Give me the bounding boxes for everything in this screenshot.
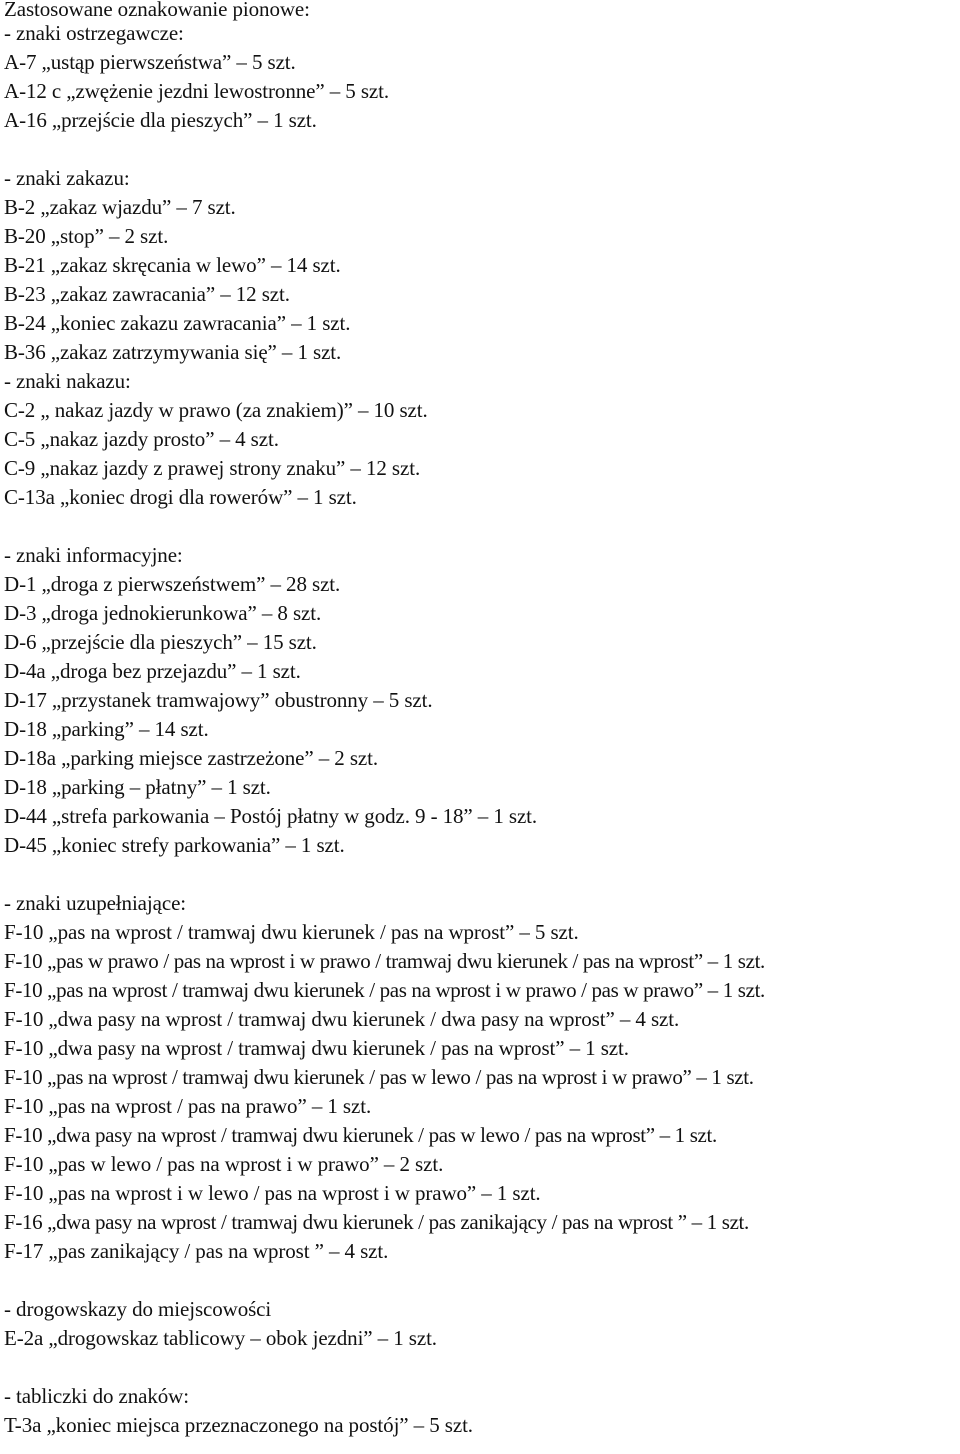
list-item: D-3 „droga jednokierunkowa” – 8 szt. [4,601,322,625]
section-direction-signs [4,1295,960,1353]
section-heading: - znaki zakazu: [4,166,130,190]
list-item: D-18 „parking” – 14 szt. [4,717,209,741]
list-item: C-2 „ nakaz jazdy w prawo (za znakiem)” – 10 szt. [4,398,428,422]
list-item: B-21 „zakaz skręcania w lewo” – 14 szt. [4,253,341,277]
list-item: D-6 „przejście dla pieszych” – 15 szt. [4,630,317,654]
list-item: C-9 „nakaz jazdy z prawej strony znaku” – 12 szt. [4,456,421,480]
list-item: C-13a „koniec drogi dla rowerów” – 1 szt. [4,485,357,509]
list-item: F-10 „dwa pasy na wprost / tramwaj dwu kierunek / pas na wprost” – 1 szt. [4,1036,629,1060]
list-item: A-12 c „zwężenie jezdni lewostronne” – 5 szt. [4,79,390,103]
section-heading: - znaki ostrzegawcze: [4,21,184,45]
section-heading: - znaki uzupełniające: [4,891,187,915]
section-information-signs [4,541,960,860]
section-mandatory-signs [4,367,960,512]
spacer [4,860,960,889]
list-item: F-10 „dwa pasy na wprost / tramwaj dwu kierunek / pas w lewo / pas na wprost” – 1 szt. [4,1123,717,1147]
section-heading: - drogowskazy do miejscowości [4,1297,272,1321]
section-sign-plates [4,1382,960,1440]
list-item: D-1 „droga z pierwszeństwem” – 28 szt. [4,572,341,596]
section-heading: - znaki nakazu: [4,369,131,393]
list-item: B-23 „zakaz zawracania” – 12 szt. [4,282,290,306]
list-item: F-10 „pas w lewo / pas na wprost i w prawo” – 2 szt. [4,1152,444,1176]
list-item: F-10 „pas w prawo / pas na wprost i w prawo / tramwaj dwu kierunek / pas na wprost” – 1 szt. [4,949,765,973]
spacer [4,135,960,164]
list-item: D-17 „przystanek tramwajowy” obustronny – 5 szt. [4,688,433,712]
list-item: B-36 „zakaz zatrzymywania się” – 1 szt. [4,340,342,364]
document-title: Zastosowane oznakowanie pionowe: [4,0,310,21]
list-item: D-4a „droga bez przejazdu” – 1 szt. [4,659,301,683]
list-item: T-3a „koniec miejsca przeznaczonego na postój” – 5 szt. [4,1413,473,1437]
spacer [4,512,960,541]
list-item: A-7 „ustąp pierwszeństwa” – 5 szt. [4,50,296,74]
list-item: D-45 „koniec strefy parkowania” – 1 szt. [4,833,345,857]
section-heading: - znaki informacyjne: [4,543,183,567]
list-item: F-10 „pas na wprost / tramwaj dwu kierunek / pas na wprost” – 5 szt. [4,920,579,944]
spacer [4,1266,960,1295]
list-item: B-24 „koniec zakazu zawracania” – 1 szt. [4,311,351,335]
section-prohibition-signs [4,164,960,367]
list-item: F-10 „dwa pasy na wprost / tramwaj dwu kierunek / dwa pasy na wprost” – 4 szt. [4,1007,680,1031]
list-item: B-20 „stop” – 2 szt. [4,224,169,248]
list-item: F-10 „pas na wprost i w lewo / pas na wprost i w prawo” – 1 szt. [4,1181,541,1205]
list-item: C-5 „nakaz jazdy prosto” – 4 szt. [4,427,279,451]
section-supplementary-signs [4,889,960,1266]
list-item: F-10 „pas na wprost / tramwaj dwu kierunek / pas na wprost i w prawo / pas w prawo” – 1 szt. [4,978,765,1002]
list-item: F-10 „pas na wprost / pas na prawo” – 1 szt. [4,1094,372,1118]
list-item: F-17 „pas zanikający / pas na wprost ” – 4 szt. [4,1239,389,1263]
list-item: A-16 „przejście dla pieszych” – 1 szt. [4,108,317,132]
list-item: B-2 „zakaz wjazdu” – 7 szt. [4,195,236,219]
spacer [4,1353,960,1382]
list-item: D-18 „parking – płatny” – 1 szt. [4,775,271,799]
list-item: D-18a „parking miejsce zastrzeżone” – 2 szt. [4,746,379,770]
list-item: E-2a „drogowskaz tablicowy – obok jezdni” – 1 szt. [4,1326,437,1350]
list-item: F-10 „pas na wprost / tramwaj dwu kierunek / pas w lewo / pas na wprost i w prawo” – 1 szt. [4,1065,754,1089]
section-heading: - tabliczki do znaków: [4,1384,189,1408]
list-item: F-16 „dwa pasy na wprost / tramwaj dwu kierunek / pas zanikający / pas na wprost ” – 1 szt. [4,1210,749,1234]
list-item: D-44 „strefa parkowania – Postój płatny w godz. 9 - 18” – 1 szt. [4,804,538,828]
section-warning-signs [4,19,960,135]
